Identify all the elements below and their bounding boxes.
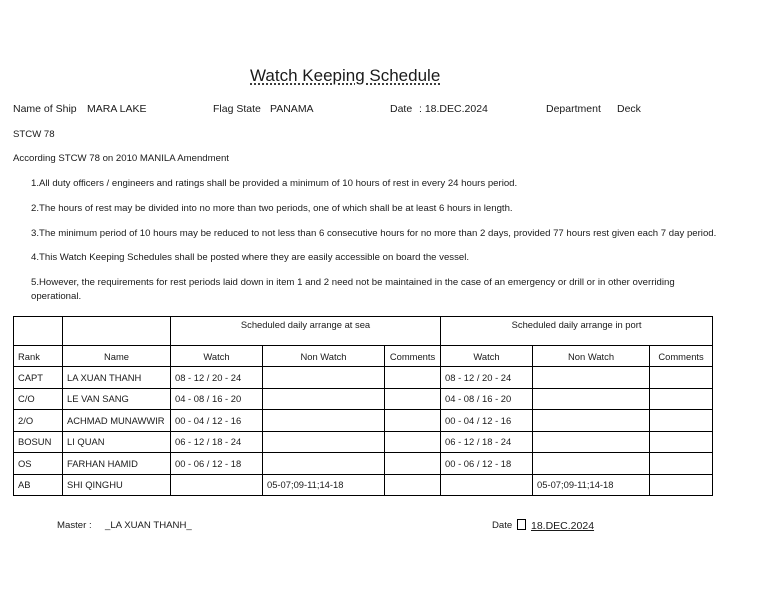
rule-5: 5.However, the requirements for rest periods laid down in item 1 and 2 need not be maintained in the case of an emergency or drill or in other overriding operational. xyxy=(31,277,675,302)
table-row xyxy=(14,431,713,453)
table-cell xyxy=(533,431,650,453)
group-header-sea: Scheduled daily arrange at sea xyxy=(171,317,441,346)
table-cell: SHI QINGHU xyxy=(63,474,171,496)
department-label: Department xyxy=(546,103,601,115)
column-header-port-non-watch: Non Watch xyxy=(533,346,650,367)
table-cell: 04 - 08 / 16 - 20 xyxy=(171,388,263,410)
date-value: : 18.DEC.2024 xyxy=(419,103,488,115)
table-cell xyxy=(441,474,533,496)
checkbox-icon xyxy=(517,519,526,530)
table-row xyxy=(14,367,713,389)
table-cell: 08 - 12 / 20 - 24 xyxy=(441,367,533,389)
table-cell xyxy=(385,388,441,410)
table-cell: CAPT xyxy=(14,367,63,389)
table-cell: AB xyxy=(14,474,63,496)
table-header-row xyxy=(14,346,713,367)
table-cell: 00 - 06 / 12 - 18 xyxy=(441,453,533,475)
column-header-port-watch: Watch xyxy=(441,346,533,367)
table-group-header-row xyxy=(14,317,713,346)
table-row xyxy=(14,453,713,475)
table-cell: LI QUAN xyxy=(63,431,171,453)
table-cell: 05-07;09-11;14-18 xyxy=(263,474,385,496)
table-row xyxy=(14,388,713,410)
table-cell: 06 - 12 / 18 - 24 xyxy=(171,431,263,453)
table-cell xyxy=(14,317,63,346)
table-cell: LA XUAN THANH xyxy=(63,367,171,389)
date-label: Date xyxy=(390,103,413,115)
table-cell: 00 - 06 / 12 - 18 xyxy=(171,453,263,475)
flag-state-label: Flag State xyxy=(213,103,261,115)
table-cell xyxy=(650,453,713,475)
watch-schedule-table xyxy=(13,316,713,496)
table-cell xyxy=(650,367,713,389)
table-cell xyxy=(263,388,385,410)
table-cell xyxy=(263,431,385,453)
department-value: Deck xyxy=(617,103,641,115)
rule-4: 4.This Watch Keeping Schedules shall be posted where they are easily accessible on board the vessel. xyxy=(31,252,470,263)
column-header-sea-non-watch: Non Watch xyxy=(263,346,385,367)
table-cell xyxy=(650,431,713,453)
table-cell xyxy=(650,410,713,432)
table-cell xyxy=(385,453,441,475)
table-cell: 04 - 08 / 16 - 20 xyxy=(441,388,533,410)
flag-state-value: PANAMA xyxy=(270,103,314,115)
table-cell: 00 - 04 / 12 - 16 xyxy=(441,410,533,432)
table-cell: FARHAN HAMID xyxy=(63,453,171,475)
table-cell: C/O xyxy=(14,388,63,410)
table-cell xyxy=(385,367,441,389)
table-cell xyxy=(650,388,713,410)
according-note: According STCW 78 on 2010 MANILA Amendment xyxy=(13,153,229,164)
footer-date-field xyxy=(517,519,594,532)
rule-2: 2.The hours of rest may be divided into no more than two periods, one of which shall be at least 6 hours in length. xyxy=(31,203,513,214)
table-cell: 05-07;09-11;14-18 xyxy=(533,474,650,496)
table-cell: ACHMAD MUNAWWIR xyxy=(63,410,171,432)
column-header-rank: Rank xyxy=(14,346,63,367)
table-cell: 00 - 04 / 12 - 16 xyxy=(171,410,263,432)
master-label: Master : xyxy=(57,520,92,531)
table-cell xyxy=(171,474,263,496)
page-title: Watch Keeping Schedule xyxy=(250,66,441,85)
table-cell xyxy=(385,474,441,496)
column-header-port-comments: Comments xyxy=(650,346,713,367)
table-cell xyxy=(533,453,650,475)
group-header-port: Scheduled daily arrange in port xyxy=(441,317,713,346)
stcw-label: STCW 78 xyxy=(13,129,55,140)
table-row xyxy=(14,474,713,496)
master-name: _LA XUAN THANH_ xyxy=(105,520,192,531)
table-cell xyxy=(263,367,385,389)
column-header-sea-comments: Comments xyxy=(385,346,441,367)
footer-date-label: Date xyxy=(492,520,513,531)
table-cell: LE VAN SANG xyxy=(63,388,171,410)
table-body xyxy=(14,367,713,496)
table-cell xyxy=(533,410,650,432)
table-cell xyxy=(385,431,441,453)
footer-date-value: 18.DEC.2024 xyxy=(531,520,595,532)
table-cell xyxy=(650,474,713,496)
table-cell xyxy=(385,410,441,432)
table-row xyxy=(14,410,713,432)
ship-name-label: Name of Ship xyxy=(13,103,77,115)
table-cell: OS xyxy=(14,453,63,475)
table-cell: 2/O xyxy=(14,410,63,432)
column-header-name: Name xyxy=(63,346,171,367)
column-header-sea-watch: Watch xyxy=(171,346,263,367)
table-cell xyxy=(63,317,171,346)
table-cell xyxy=(533,388,650,410)
table-cell: 06 - 12 / 18 - 24 xyxy=(441,431,533,453)
table-cell: 08 - 12 / 20 - 24 xyxy=(171,367,263,389)
ship-name-value: MARA LAKE xyxy=(87,103,147,115)
table-cell xyxy=(263,453,385,475)
table-cell: BOSUN xyxy=(14,431,63,453)
table-cell xyxy=(533,367,650,389)
rule-3: 3.The minimum period of 10 hours may be reduced to not less than 6 consecutive hours for no more than 2 days, provided 77 hours rest given each 7 day period. xyxy=(31,228,717,239)
table-cell xyxy=(263,410,385,432)
rule-1: 1.All duty officers / engineers and ratings shall be provided a minimum of 10 hours of rest in every 24 hours period. xyxy=(31,178,518,189)
